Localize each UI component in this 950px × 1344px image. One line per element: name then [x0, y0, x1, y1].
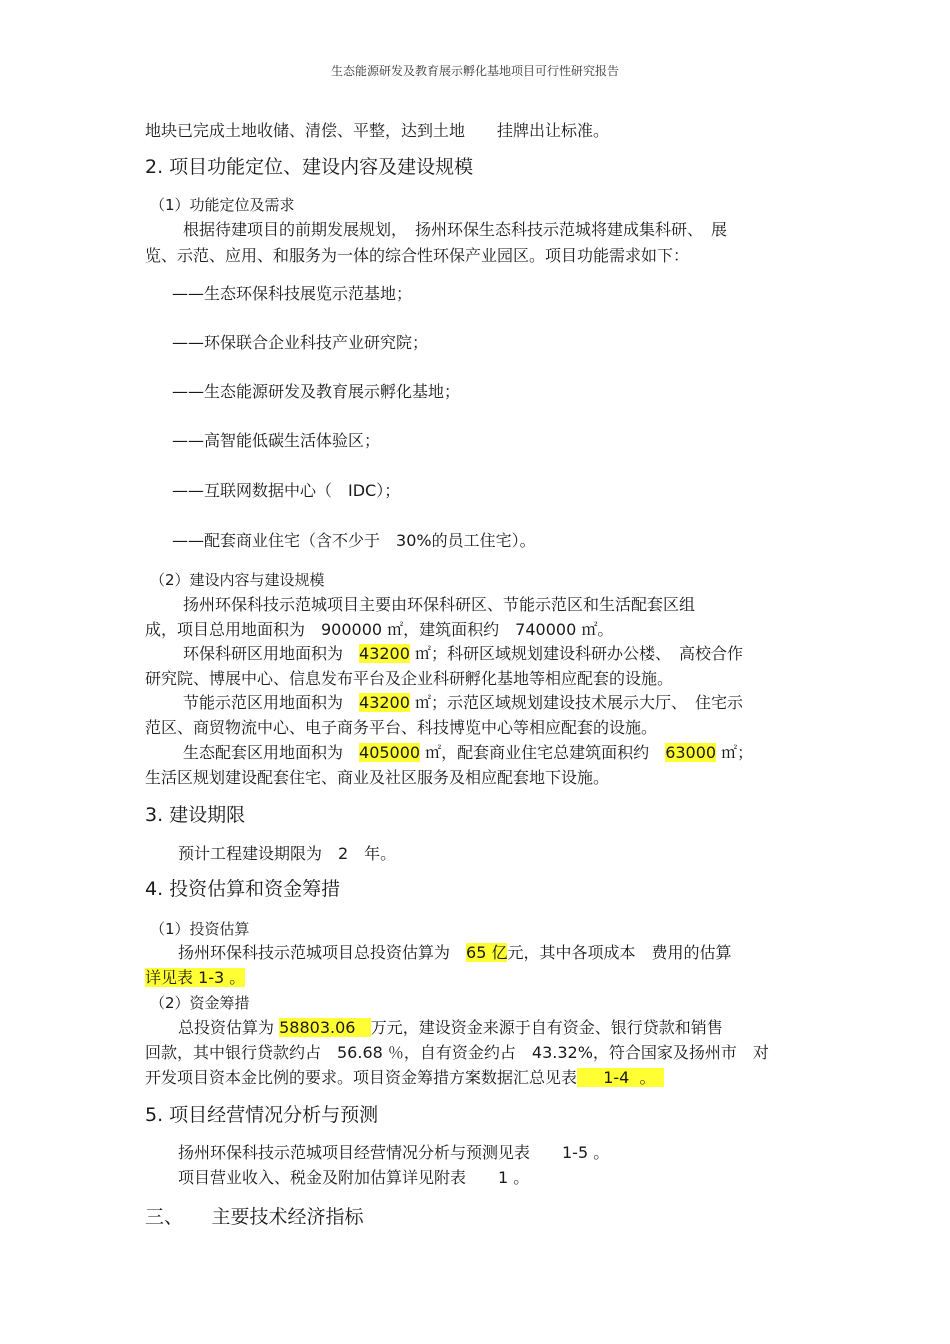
investment-text-a: 扬州环保科技示范城项目总投资估算为	[178, 943, 467, 962]
paragraph-land: 地块已完成土地收储、清偿、平整，达到土地 挂牌出让标准。	[145, 121, 610, 140]
section-3-heading: 3. 建设期限	[145, 804, 246, 826]
sub-heading-construction: （2）建设内容与建设规模	[150, 571, 325, 589]
sub-heading-investment: （1）投资估算	[150, 920, 250, 938]
paragraph-investment-1	[178, 942, 848, 964]
financing-total-value: 58803.06	[279, 1018, 371, 1037]
section-three-heading: 三、 主要技术经济指标	[145, 1206, 364, 1228]
section-2-heading: 2. 项目功能定位、建设内容及建设规模	[145, 156, 474, 178]
research-area-text-a: 环保科研区用地面积为	[183, 644, 360, 663]
paragraph-financing-1	[178, 1017, 848, 1039]
investment-table-ref: 详见表 1-3 。	[145, 968, 246, 987]
list-item: ——生态环保科技展览示范基地；	[172, 284, 413, 303]
paragraph-investment-2	[145, 967, 815, 989]
sub-heading-positioning: （1）功能定位及需求	[150, 196, 295, 214]
eco-housing-value: 63000	[665, 743, 717, 762]
research-area-value: 43200	[359, 644, 410, 663]
paragraph-scale-2: 成，项目总用地面积为 900000 ㎡，建筑面积约 740000 ㎡。	[145, 620, 614, 639]
research-area-text-b: ㎡；科研区域规划建设科研办公楼、 高校合作	[409, 644, 744, 663]
paragraph-planning-2: 览、示范、应用、和服务为一体的综合性环保产业园区。项目功能需求如下：	[145, 246, 690, 265]
paragraph-operation-2: 项目营业收入、税金及附加估算详见附表 1 。	[178, 1168, 530, 1187]
list-item-housing-text-b: 的员工住宅）。	[431, 531, 536, 550]
list-item: ——环保联合企业科技产业研究院；	[172, 333, 429, 352]
list-item: ——高智能低碳生活体验区；	[172, 431, 381, 450]
paragraph-planning-1: 根据待建项目的前期发展规划， 扬州环保生态科技示范城将建成集科研、 展	[183, 220, 728, 239]
list-item-housing	[172, 530, 842, 552]
paragraph-operation-1: 扬州环保科技示范城项目经营情况分析与预测见表 1-5 。	[178, 1143, 610, 1162]
paragraph-eco-area-1	[183, 742, 853, 764]
paragraph-period: 预计工程建设期限为 2 年。	[178, 844, 397, 863]
section-4-heading: 4. 投资估算和资金筹措	[145, 878, 341, 900]
paragraph-energy-area-1	[183, 692, 853, 714]
paragraph-energy-area-2: 范区、商贸物流中心、电子商务平台、科技博览中心等相应配套的设施。	[145, 718, 658, 737]
list-item: ——互联网数据中心（ IDC）；	[172, 481, 401, 500]
investment-text-b: 元，其中各项成本 费用的估算	[507, 943, 732, 962]
eco-area-text-b: ㎡，配套商业住宅总建筑面积约	[420, 743, 666, 762]
paragraph-research-area-1	[183, 643, 853, 665]
energy-area-text-a: 节能示范区用地面积为	[183, 693, 360, 712]
paragraph-scale-1: 扬州环保科技示范城项目主要由环保科研区、节能示范区和生活配套区组	[183, 595, 696, 614]
list-item-housing-percent: 30%	[396, 531, 432, 550]
eco-area-text-c: ㎡；	[716, 743, 754, 762]
energy-area-text-b: ㎡；示范区域规划建设技术展示大厅、 住宅示	[409, 693, 744, 712]
list-item: ——生态能源研发及教育展示孵化基地；	[172, 382, 461, 401]
energy-area-value: 43200	[359, 693, 410, 712]
financing-text-a: 总投资估算为	[178, 1018, 280, 1037]
paragraph-financing-2: 回款，其中银行贷款约占 56.68 ％，自有资金约占 43.32%，符合国家及扬州市 对	[145, 1043, 769, 1062]
list-item-housing-text-a: ——配套商业住宅（含不少于	[172, 531, 397, 550]
page-header: 生态能源研发及教育展示孵化基地项目可行性研究报告	[330, 64, 619, 78]
investment-total-value: 65 亿	[466, 943, 508, 962]
financing-table-ref: 1-4 。	[577, 1068, 664, 1087]
paragraph-eco-area-2: 生活区规划建设配套住宅、商业及社区服务及相应配套地下设施。	[145, 768, 610, 787]
eco-area-text-a: 生态配套区用地面积为	[183, 743, 360, 762]
financing-text-c: 开发项目资本金比例的要求。项目资金筹措方案数据汇总见表	[145, 1068, 578, 1087]
paragraph-research-area-2: 研究院、博展中心、信息发布平台及企业科研孵化基地等相应配套的设施。	[145, 669, 674, 688]
section-5-heading: 5. 项目经营情况分析与预测	[145, 1104, 379, 1126]
paragraph-financing-3	[145, 1067, 815, 1089]
sub-heading-financing: （2）资金筹措	[150, 994, 250, 1012]
eco-area-value: 405000	[359, 743, 421, 762]
financing-text-b: 万元，建设资金来源于自有资金、银行贷款和销售	[370, 1018, 723, 1037]
